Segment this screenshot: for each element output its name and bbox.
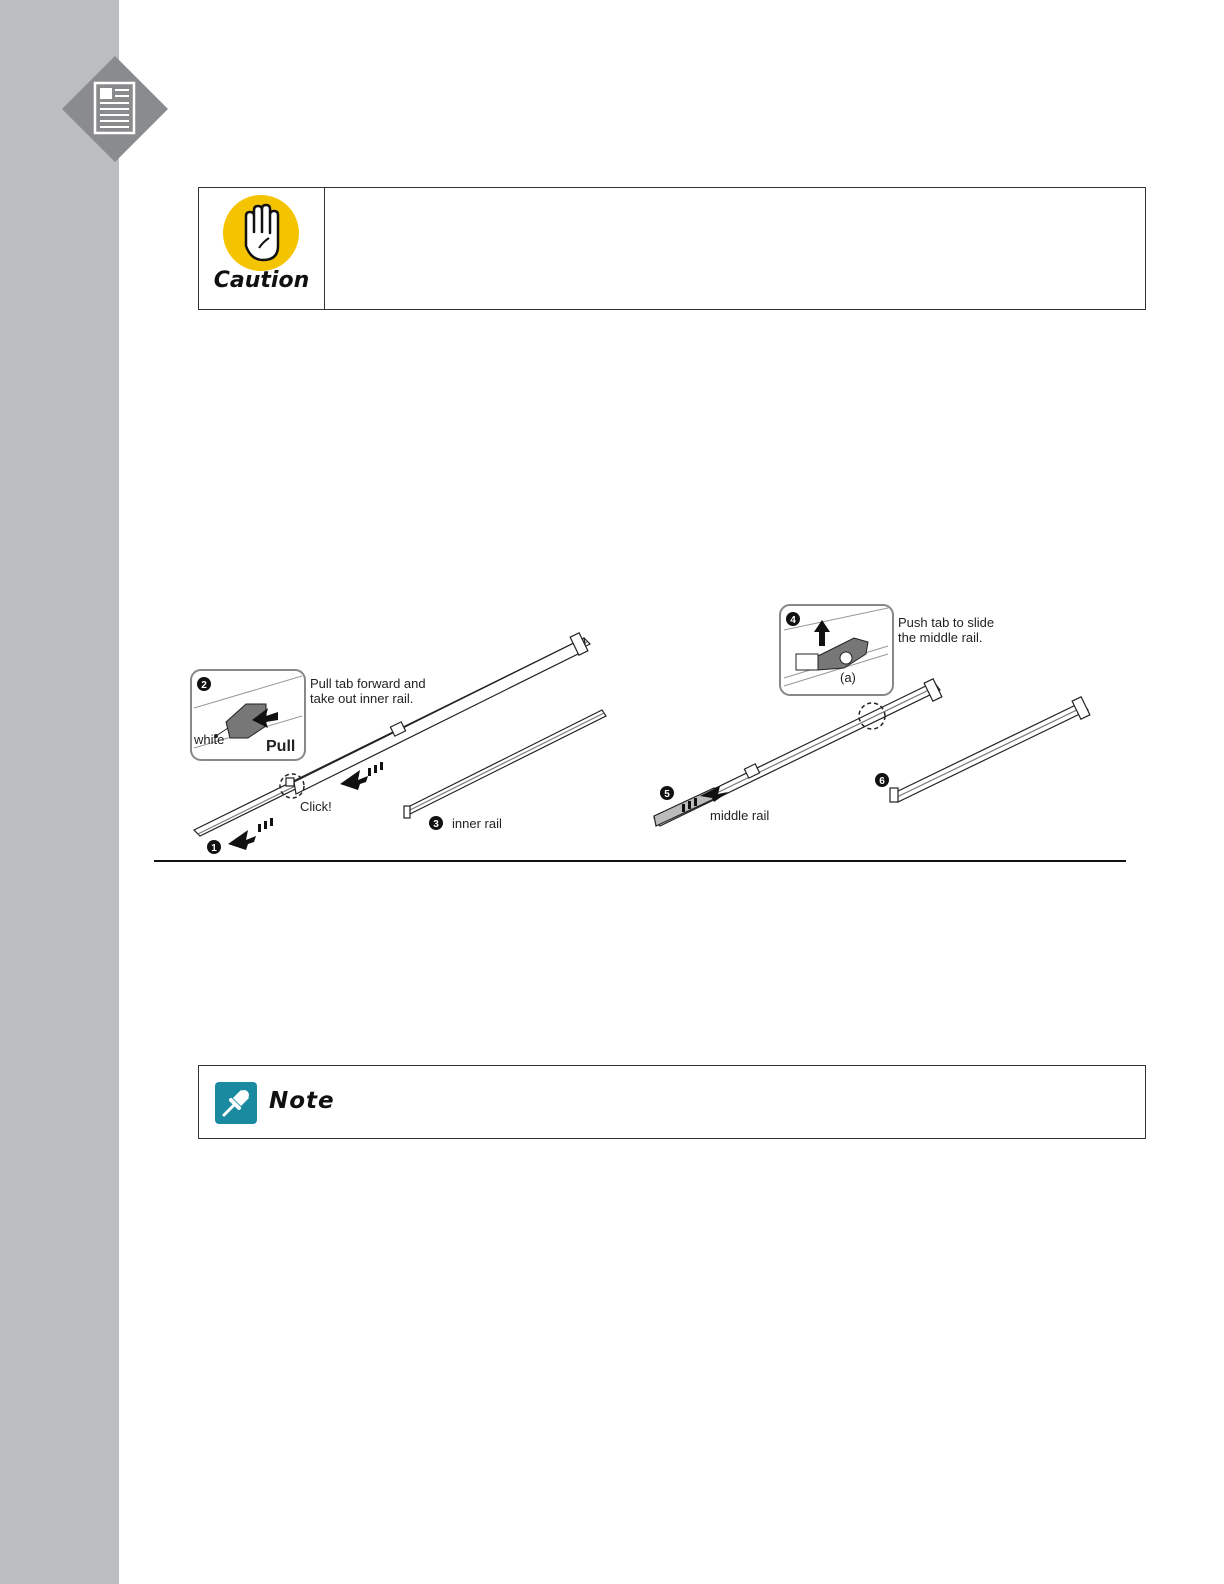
callout-right-line2: the middle rail. bbox=[898, 630, 983, 645]
callout-right-line1: Push tab to slide bbox=[898, 615, 995, 630]
click-label: Click! bbox=[300, 799, 332, 814]
step-4-number: 4 bbox=[790, 615, 796, 626]
inner-rail-label: inner rail bbox=[452, 816, 502, 831]
step-2-number: 2 bbox=[201, 680, 207, 691]
document-icon bbox=[62, 56, 168, 162]
note-box bbox=[198, 1065, 1146, 1139]
outer-rail-right bbox=[890, 697, 1090, 802]
caution-label: Caution bbox=[213, 268, 310, 293]
rail-figure bbox=[154, 598, 1126, 864]
step-6-number: 6 bbox=[879, 776, 885, 787]
callout-left-line2: take out inner rail. bbox=[310, 691, 414, 706]
tab-color-label: white bbox=[194, 732, 225, 747]
inner-rail bbox=[404, 710, 606, 818]
callout-left-line1: Pull tab forward and bbox=[310, 676, 426, 691]
pushpin-icon bbox=[215, 1082, 257, 1124]
tab-marker-label: (a) bbox=[840, 670, 856, 685]
pull-arrow-1 bbox=[228, 818, 273, 850]
rail-with-middle bbox=[654, 679, 942, 826]
step-5-number: 5 bbox=[664, 789, 670, 800]
note-label: Note bbox=[269, 1088, 335, 1114]
stop-hand-icon bbox=[199, 188, 324, 278]
middle-rail-label: middle rail bbox=[710, 808, 770, 823]
step-3-number: 3 bbox=[433, 819, 439, 830]
pull-label: Pull bbox=[266, 738, 296, 755]
caution-box bbox=[198, 187, 1146, 310]
page-sidebar bbox=[0, 0, 119, 1584]
step-1-number: 1 bbox=[211, 843, 217, 854]
